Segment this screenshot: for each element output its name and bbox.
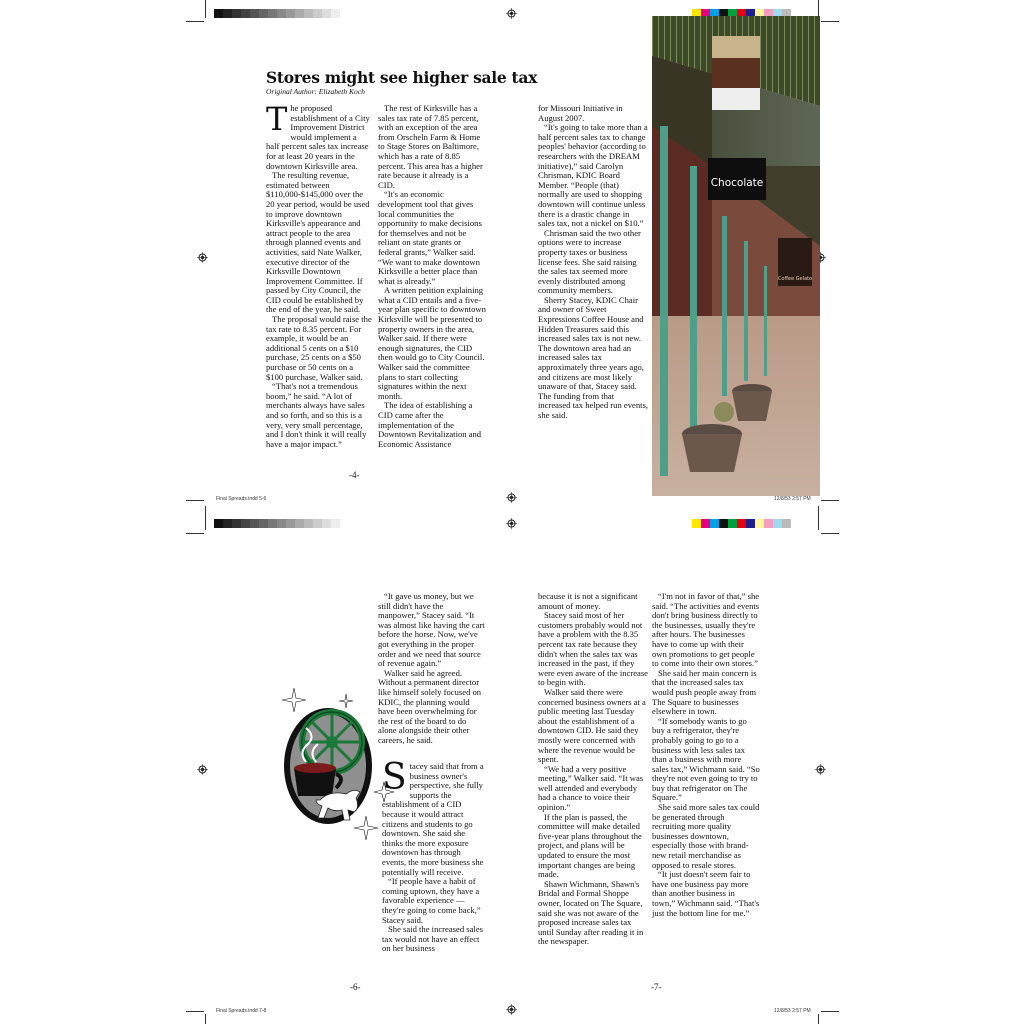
color-swatch [719, 519, 728, 528]
page-number: -4- [349, 470, 360, 480]
color-swatch [710, 519, 719, 528]
paragraph: Stacey said most of her customers probably would not have a problem with the 8.35 percent tax rate because they didn't when the sales tax was increased in the past, if they were even aware of the increase to begin with. [538, 610, 648, 688]
paragraph: A written petition explaining what a CID entails and a five-year plan specific to downtown Kirksville will be presented to property owners in the area, Walker said. If there were enough signatures, the CID then would go to City Council. Walker said the committee plans to start collecting signatures within the next month. [378, 285, 486, 401]
color-swatch [241, 519, 250, 528]
color-swatch [322, 519, 331, 528]
paragraph: “It gave us money, but we still didn't have the manpower,” Stacey said. “It was almost like having the cart before the horse. Now, we've got everything in the proper order and we need that source of revenue again.” [378, 591, 485, 669]
color-swatch [232, 9, 241, 18]
color-swatch [304, 519, 313, 528]
slug-line: 12/8/53 2:57 PM [774, 496, 811, 502]
color-swatch [304, 9, 313, 18]
sign-text: Coffee Gelato [777, 276, 813, 282]
color-swatch [259, 519, 268, 528]
paragraph: She said more sales tax could be generated through recruiting more quality businesses downtown, especially those with brand-new retail merchandise as opposed to resale stores. [652, 802, 760, 870]
color-swatch [331, 9, 340, 18]
byline: Original Author: Elizabeth Koch [266, 87, 365, 96]
color-bar [692, 519, 791, 528]
paragraph: The resulting revenue, estimated between $110,000-$145,000 over the 20 year period, would be used to improve downtown Kirksville's appearance and attract people to the area through planned events and activities, said Nate Walker, executive director of the Kirksville Downtown Improvement Committee. If passed by City Council, the CID could be established by the end of the year, he said. [266, 170, 370, 315]
paragraph: he proposed establishment of a City Improvement District would implement a half percent sales tax increase for at least 20 years in the downtown Kirksville area. [266, 103, 370, 171]
drop-cap: S [382, 757, 407, 798]
paragraph: “It's an economic development tool that gives local communities the opportunity to make decisions for themselves and not be reliant on state grants or federal grants,” Walker said. “We want to make downtown Kirksville a better place than what is already.” [378, 189, 482, 286]
paragraph: Walker said there were concerned business owners at a public meeting last Tuesday about the establishment of a downtown CID. He said they mostly were concerned with where the revenue would be spent. [538, 686, 646, 765]
gray-step-bar [214, 519, 340, 528]
color-swatch [755, 519, 764, 528]
paragraph: “It just doesn't seem fair to have one business pay more than another business in town,” Wichmann said. “That's just the bottom line for me.” [652, 869, 760, 918]
color-swatch [746, 519, 755, 528]
registration-mark-icon [506, 8, 517, 19]
paragraph: “If people have a habit of coming uptown, they have a favorable experience — they're going to come back,” Stacey said. [382, 876, 481, 925]
slug-line: 12/8/53 2:57 PM [774, 1008, 811, 1014]
article-column-6 [652, 592, 760, 918]
article-column-5 [538, 592, 648, 947]
article-column-1 [266, 100, 372, 449]
paragraph: The rest of Kirksville has a sales tax rate of 7.85 percent, with an exception of the area from Orscheln Farm & Home to Stage Stores on Baltimore, which has a rate of 8.85 percent. This area has a higher rate because it already is a CID. [378, 103, 483, 190]
paragraph: Sherry Stacey, KDIC Chair and owner of Sweet Expressions Coffee House and Hidden Treasures said this increased sales tax is not new. The downtown area had an increased sales tax approximately three years ago, and citizens are most likely unaware of that, Stacey said. The funding from that increased tax helped run events, she said. [538, 294, 649, 420]
color-swatch [737, 519, 746, 528]
paragraph: because it is not a significant amount of money. [538, 591, 638, 611]
color-swatch [259, 9, 268, 18]
paragraph: The proposal would raise the tax rate to 8.35 percent. For example, it would be an additional 5 cents on a $10 purchase, 25 cents on a $50 purchase or 50 cents on a $100 purchase, Walker said. [266, 314, 372, 382]
crop-mark [818, 512, 819, 530]
paragraph: for Missouri Initiative in August 2007. [538, 103, 623, 123]
color-swatch [701, 519, 710, 528]
color-swatch [286, 519, 295, 528]
color-swatch [295, 519, 304, 528]
crop-mark [186, 533, 204, 534]
crop-mark [205, 512, 206, 530]
article-column-4b [382, 757, 486, 954]
drop-cap: T [266, 100, 288, 138]
crop-mark [821, 21, 839, 22]
article-column-4 [378, 592, 486, 746]
color-swatch [331, 519, 340, 528]
color-swatch [250, 519, 259, 528]
paragraph: She said the increased sales tax would not have an effect on her business [382, 924, 483, 954]
color-swatch [313, 519, 322, 528]
paragraph: The idea of establishing a CID came after the implementation of the Downtown Revitalization and Economic Assistance [378, 400, 482, 449]
registration-mark-icon [506, 492, 517, 503]
crop-mark [186, 500, 204, 501]
color-swatch [214, 9, 223, 18]
crop-mark [205, 0, 206, 18]
color-swatch [232, 519, 241, 528]
color-swatch [277, 519, 286, 528]
article-title: Stores might see higher sale tax [266, 68, 538, 87]
registration-mark-icon [506, 1004, 517, 1015]
paragraph: “It's going to take more than a half percent sales tax to change peoples' behavior (according to researchers with the DREAM initiative),” said Carolyn Chrisman, KDIC Board Member. “People (that) normally are used to shopping downtown will continue unless there is a drastic change in sales tax, not a nickel on $10.” [538, 122, 648, 229]
paragraph: “If somebody wants to go buy a refrigerator, they're probably going to go to a business with less sales tax than a business with more sales tax,” Wichmann said. “So they're not even going to try to buy that refrigerator on The Square.” [652, 715, 760, 803]
paragraph: If the plan is passed, the committee will make detailed five-year plans throughout the project, and plans will be updated to ensure the most important changes are being made. [538, 811, 642, 880]
color-swatch [214, 519, 223, 528]
sign-text: Chocolate [710, 177, 764, 189]
color-swatch [277, 9, 286, 18]
color-swatch [692, 519, 701, 528]
gray-step-bar [214, 9, 340, 18]
color-swatch [268, 519, 277, 528]
color-swatch [223, 9, 232, 18]
storefront-photo [652, 16, 820, 496]
paragraph: Walker said he agreed. Without a permanent director like himself solely focused on KDIC, the planning would have been overwhelming for the rest of the board to do alone alongside their other careers, he said. [378, 667, 482, 745]
slug-line: Final Spreads.indd 5-6 [216, 496, 267, 502]
paragraph: She said her main concern is that the increased sales tax would push people away from The Square to businesses elsewhere in town. [652, 667, 757, 717]
registration-mark-icon [815, 764, 826, 775]
paragraph: “We had a very positive meeting,” Walker said. “It was well attended and everybody had a chance to voice their opinion.” [538, 763, 644, 813]
color-swatch [773, 519, 782, 528]
registration-mark-icon [197, 252, 208, 263]
color-swatch [313, 9, 322, 18]
page-number: -7- [651, 982, 662, 992]
slug-line: Final Spreads.indd 7-8 [216, 1008, 267, 1014]
article-column-3 [538, 104, 648, 421]
crop-mark [205, 1014, 206, 1024]
page-number: -6- [350, 982, 361, 992]
color-swatch [322, 9, 331, 18]
paragraph: tacey said that from a business owner's perspective, she fully supports the establishment of a CID because it would attract citizens and students to go downtown. She said she thinks the more exposure downtown has through events, the more business she potentially will receive. [382, 761, 484, 877]
crop-mark [821, 500, 839, 501]
paragraph: Shawn Wichmann, Shawn's Bridal and Formal Shoppe owner, located on The Square, said she was not aware of the proposed increase sales tax until Sunday after reading it in the newspaper. [538, 878, 644, 947]
registration-mark-icon [197, 764, 208, 775]
registration-mark-icon [506, 518, 517, 529]
paragraph: “That's not a tremendous boom,” he said. “A lot of merchants always have sales and so forth, and so this is a very, very small percentage, and I don't think it will really have a major impact.” [266, 381, 367, 449]
color-swatch [286, 9, 295, 18]
color-swatch [728, 519, 737, 528]
crop-mark [821, 533, 839, 534]
color-swatch [241, 9, 250, 18]
crop-mark [818, 1014, 819, 1024]
color-swatch [764, 519, 773, 528]
crop-mark [186, 1011, 204, 1012]
crop-mark [186, 21, 204, 22]
paragraph: “I'm not in favor of that,” she said. “The activities and events don't bring business directly to the businesses, usually they're after hours. The businesses have to come up with their own promotions to get people to come into their own stores.” [652, 591, 760, 669]
color-swatch [295, 9, 304, 18]
color-swatch [250, 9, 259, 18]
color-swatch [268, 9, 277, 18]
color-swatch [223, 519, 232, 528]
crop-mark [821, 1011, 839, 1012]
article-column-2 [378, 104, 486, 449]
color-swatch [782, 519, 791, 528]
paragraph: Chrisman said the two other options were to increase property taxes or business license fees. She said raising the sales tax seemed more evenly distributed among community members. [538, 227, 641, 296]
